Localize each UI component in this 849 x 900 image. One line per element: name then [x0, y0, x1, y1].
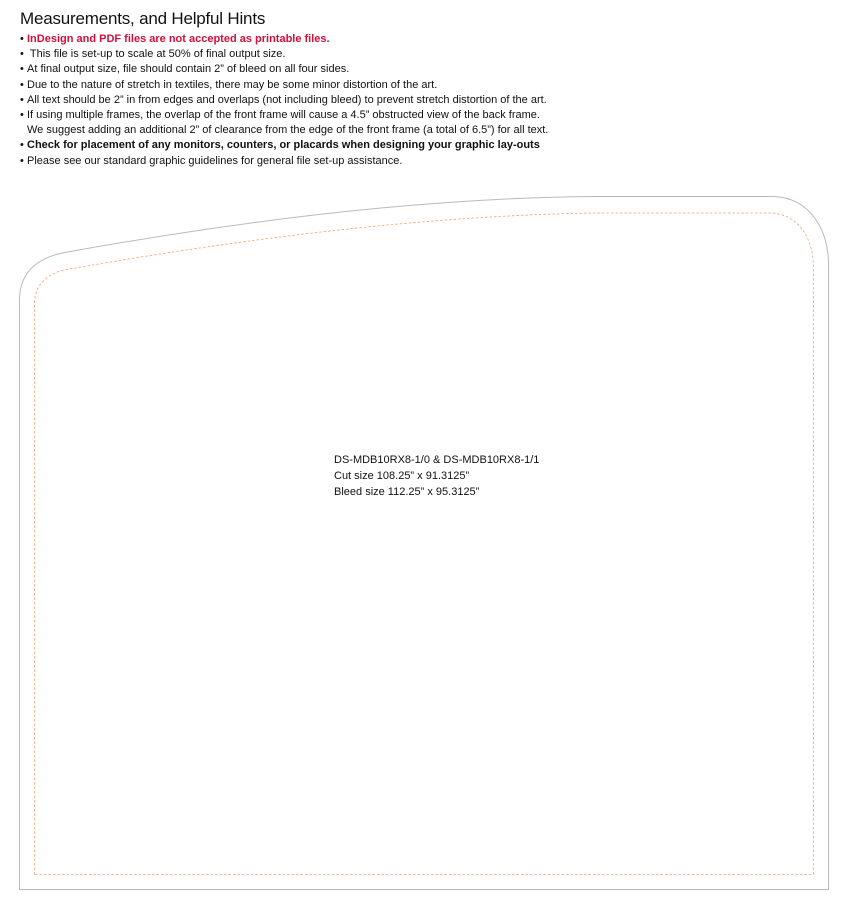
safe-outline — [35, 213, 814, 875]
bullet: • — [20, 63, 24, 76]
cut-size: Cut size 108.25” x 91.3125” — [334, 470, 470, 482]
hint-text-guidelines: Please see our standard graphic guidelines for general file set-up assistance. — [27, 154, 403, 167]
hint-text-multiple-frames: If using multiple frames, the overlap of the front frame will cause a 4.5” obstructed view of the back frame. — [27, 109, 540, 122]
hint-text-clearance: We suggest adding an additional 2” of clearance from the edge of the front frame (a total of 6.5”) for all text. — [27, 124, 549, 137]
bullet: • — [20, 154, 24, 167]
hint-text-scale: This file is set-up to scale at 50% of final output size. — [27, 48, 286, 61]
bullet: • — [20, 109, 24, 122]
hint-text-stretch: Due to the nature of stretch in textiles, there may be some minor distortion of the art. — [27, 78, 438, 91]
model-number: DS-MDB10RX8-1/0 & DS-MDB10RX8-1/1 — [334, 454, 540, 466]
bleed-outline — [20, 197, 829, 890]
hint-text-text-margin: All text should be 2” in from edges and overlaps (not including bleed) to prevent stretch distortion of the art. — [27, 93, 547, 106]
bullet: • — [20, 33, 24, 45]
hint-text-placement: Check for placement of any monitors, counters, or placards when designing your graphic lay-outs — [27, 139, 540, 152]
bullet: • — [20, 48, 24, 61]
bleed-size: Bleed size 112.25” x 95.3125” — [334, 486, 480, 498]
bullet: • — [20, 78, 24, 91]
page-title: Measurements, and Helpful Hints — [20, 9, 266, 28]
spec-block — [334, 452, 539, 500]
hint-text-warning: InDesign and PDF files are not accepted as printable files. — [27, 33, 330, 45]
bullet: • — [20, 93, 24, 106]
bullet: • — [20, 139, 24, 152]
hint-text-bleed: At final output size, file should contain 2” of bleed on all four sides. — [27, 63, 350, 76]
